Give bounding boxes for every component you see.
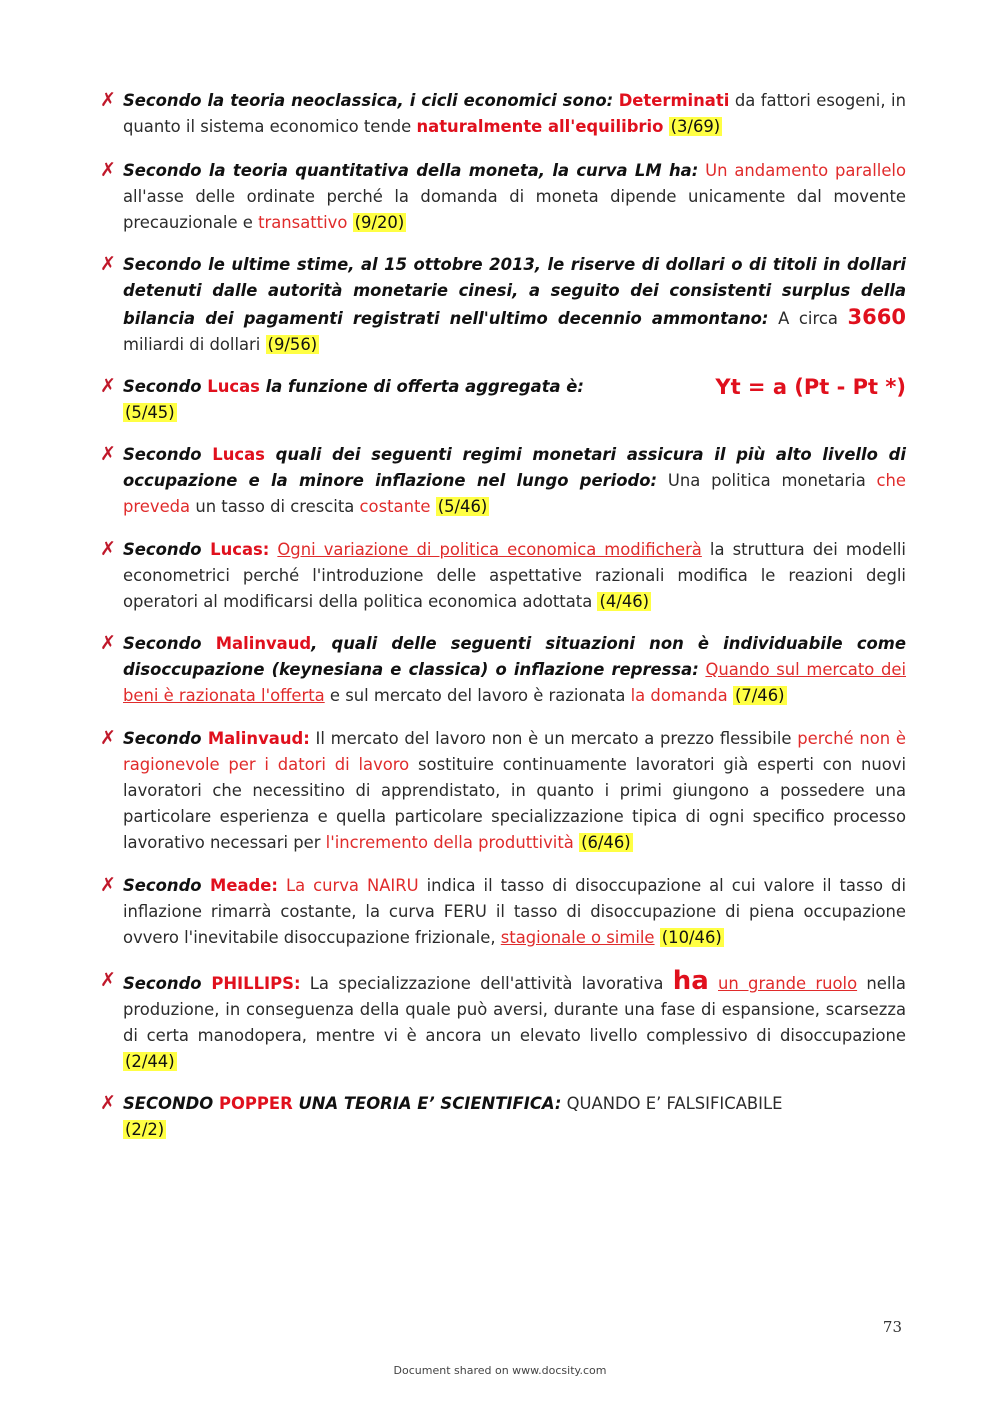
answer-text: la struttura dei modelli econometrici perché l'introduzione delle aspettative razionali modifica le reazioni degli operatori al modificarsi della politica economica adottata — [123, 540, 906, 611]
x-mark-icon: ✗ — [100, 89, 116, 111]
question-text: Secondo — [123, 876, 211, 895]
answer-text: Il mercato del lavoro non è un mercato a prezzo flessibile — [309, 729, 798, 748]
x-mark-icon: ✗ — [100, 1092, 116, 1114]
question-text: quali dei seguenti regimi monetari assicura il più alto livello di occupazione e la minore inflazione nel lungo periodo: — [123, 445, 906, 490]
x-mark-icon: ✗ — [100, 727, 116, 749]
answer-highlight: La curva NAIRU — [285, 876, 419, 895]
x-mark-icon: ✗ — [100, 253, 116, 275]
author-name: Lucas — [212, 445, 265, 464]
answer-text: indica il tasso di disoccupazione al cui valore il tasso di inflazione rimarrà costante, la curva FERU il tasso di disoccupazione di piena occupazione ovvero l'inevitabile disoccupazione frizionale, — [123, 876, 906, 947]
formula: Yt = a (Pt - Pt *) — [715, 375, 906, 399]
answer-highlight: Un andamento parallelo — [705, 161, 906, 180]
answer-highlight: un grande ruolo — [718, 974, 858, 993]
list-item — [100, 252, 906, 358]
answer-text: da fattori esogeni, in quanto il sistema economico tende — [123, 91, 906, 136]
answer-text: miliardi di dollari — [123, 335, 266, 354]
question-text: Secondo — [123, 634, 216, 653]
reference-badge: (3/69) — [670, 117, 721, 136]
question-text: Secondo — [123, 974, 212, 993]
question-text: la funzione di offerta aggregata è: — [259, 377, 584, 396]
question-text: SECONDO — [123, 1094, 219, 1113]
answer-highlight: ha — [672, 966, 709, 996]
x-mark-icon: ✗ — [100, 632, 116, 654]
author-name: POPPER — [218, 1094, 293, 1113]
answer-text: Una politica monetaria — [657, 471, 877, 490]
answer-highlight: 3660 — [847, 305, 906, 329]
answer-highlight: perché non è ragionevole per i datori di lavoro — [123, 729, 906, 774]
answer-highlight: Determinati — [618, 91, 730, 110]
list-item — [100, 726, 906, 856]
x-mark-icon: ✗ — [100, 443, 116, 465]
x-mark-icon: ✗ — [100, 159, 116, 181]
x-mark-icon: ✗ — [100, 538, 116, 560]
answer-highlight: costante — [359, 497, 431, 516]
reference-badge: (4/46) — [599, 592, 650, 611]
x-mark-icon: ✗ — [100, 969, 116, 991]
question-text: Secondo — [123, 445, 213, 464]
reference-badge: (6/46) — [581, 833, 631, 852]
question-text: Secondo — [123, 729, 208, 748]
reference-badge: (2/44) — [125, 1052, 175, 1071]
list-item — [100, 631, 906, 709]
author-name: Lucas — [207, 377, 260, 396]
answer-highlight: Ogni variazione di politica economica modificherà — [277, 540, 702, 559]
reference-badge: (9/20) — [354, 213, 405, 232]
answer-text: sostituire continuamente lavoratori già esperti con nuovi lavoratori che necessitino di apprendistato, in quanto i primi giungono a possedere una particolare esperienza e quella particolare specializzazione tipica di ogni specifico processo lavorativo necessari per — [123, 755, 906, 852]
answer-text: nella produzione, in conseguenza della quale può aversi, durante una fase di espansione, scarsezza di certa manodopera, mentre vi è ancora un elevato livello complessivo di disoccupazione — [123, 974, 906, 1045]
answer-highlight: Quando sul mercato dei beni è razionata l'offerta — [123, 660, 906, 705]
question-text: , quali delle seguenti situazioni non è individuabile come disoccupazione (keynesiana e classica) o inflazione repressa: — [123, 634, 906, 679]
list-item — [100, 374, 906, 426]
question-text: UNA TEORIA E’ SCIENTIFICA: — [292, 1094, 562, 1113]
reference-badge: (9/56) — [267, 335, 318, 354]
page-number: 73 — [882, 1318, 902, 1336]
question-text: Secondo — [123, 540, 211, 559]
author-name: Malinvaud — [215, 634, 312, 653]
answer-highlight: transattivo — [258, 213, 348, 232]
answer-highlight: l'incremento della produttività — [325, 833, 574, 852]
answer-highlight: la domanda — [630, 686, 728, 705]
list-item — [100, 158, 906, 236]
answer-highlight: stagionale o simile — [500, 928, 655, 947]
answer-highlight: naturalmente all'equilibrio — [416, 117, 664, 136]
question-text: Secondo — [123, 377, 208, 396]
reference-badge: (2/2) — [125, 1120, 165, 1139]
answer-text: La specializzazione dell'attività lavorativa — [300, 974, 673, 993]
question-text: Secondo le ultime stime, al 15 ottobre 2013, le riserve di dollari o di titoli in dollari detenuti dalle autorità monetarie cinesi, a seguito dei consistenti surplus della bilancia dei pagamenti registrati nell'ultimo decennio ammontano: — [123, 255, 906, 328]
reference-badge: (7/46) — [734, 686, 785, 705]
reference-badge: (5/46) — [437, 497, 488, 516]
entries-list — [100, 88, 906, 1143]
answer-text: all'asse delle ordinate perché la domanda di moneta dipende unicamente dal movente precauzionale e — [123, 187, 906, 232]
x-mark-icon: ✗ — [100, 874, 116, 896]
answer-text: QUANDO E’ FALSIFICABILE — [561, 1094, 783, 1113]
list-item — [100, 968, 906, 1075]
list-item — [100, 873, 906, 951]
reference-badge: (10/46) — [661, 928, 722, 947]
list-item — [100, 88, 906, 140]
reference-badge: (5/45) — [125, 403, 175, 422]
answer-text: e sul mercato del lavoro è razionata — [324, 686, 631, 705]
list-item — [100, 537, 906, 615]
author-name: Meade: — [210, 876, 278, 895]
answer-highlight: che preveda — [123, 471, 907, 516]
question-text: Secondo la teoria quantitativa della moneta, la curva LM ha: — [123, 161, 699, 180]
list-item — [100, 442, 906, 520]
author-name: Malinvaud: — [207, 729, 310, 748]
author-name: Lucas: — [210, 540, 270, 559]
answer-text: un tasso di crescita — [190, 497, 360, 516]
answer-text: A circa — [768, 309, 848, 328]
list-item — [100, 1091, 906, 1143]
question-text: Secondo la teoria neoclassica, i cicli economici sono: — [123, 91, 614, 110]
x-mark-icon: ✗ — [100, 375, 116, 397]
footer-text: Document shared on www.docsity.com — [393, 1364, 607, 1377]
author-name: PHILLIPS: — [211, 974, 301, 993]
